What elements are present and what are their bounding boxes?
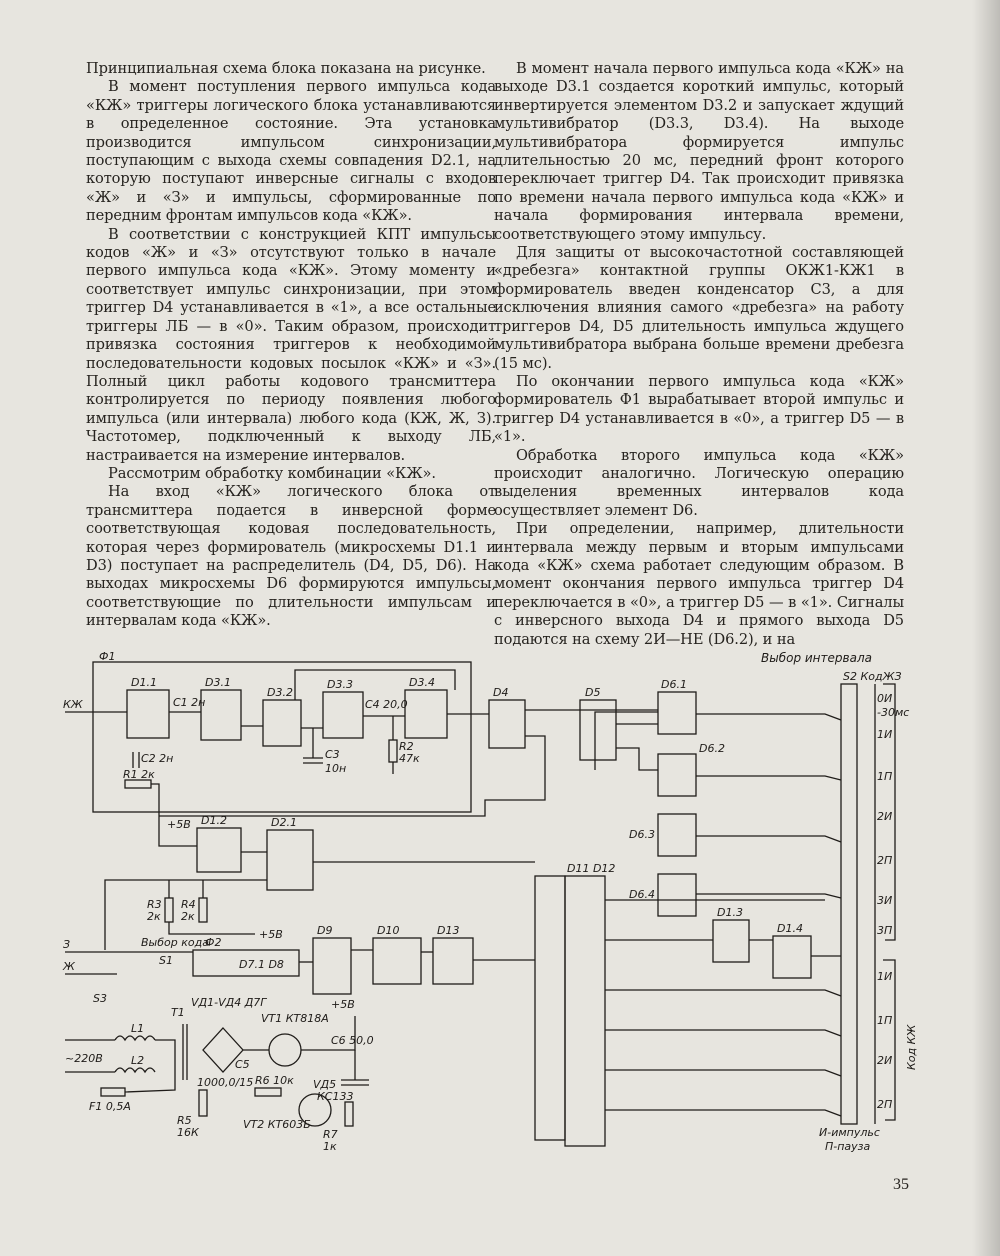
label-s2-header: S2 КодЖЗ	[843, 670, 902, 683]
chip-d1-3	[713, 920, 749, 962]
chip-d9	[313, 938, 351, 994]
paragraph: При определении, например, длительности интервала между первым и вторым импульсами кода «КЖ» схема работает следующим образом. В момент окончания первого импульса триггер D4 переключается в «0», а триггер D5 — в «1». Сигналы с инверсного выхода D4 и прямого выхода D5 подаются на схему 2И—НЕ (D6.2), и на	[494, 520, 904, 648]
text-column-right	[494, 60, 904, 649]
label-d11-d12: D11 D12	[567, 862, 616, 875]
label-s2-pos: 3П	[877, 924, 893, 937]
label-d5: D5	[585, 686, 601, 699]
chip-d2-1	[267, 830, 313, 890]
label-d1-1: D1.1	[131, 676, 157, 689]
label-s2-pos: 2И	[877, 810, 893, 823]
chip-d6-4	[658, 874, 696, 916]
label-ac-220: ~220В	[65, 1052, 103, 1065]
label-t1: T1	[171, 1006, 185, 1019]
chip-d3-2	[263, 700, 301, 746]
paragraph: По окончании первого импульса кода «КЖ» формирователь Ф1 вырабатывает второй импульс и триггер D4 устанавливается в «0», а триггер D5 — в «1».	[494, 372, 904, 446]
label-c5: C5	[235, 1058, 250, 1071]
legend-impulse: И-импульс	[819, 1126, 880, 1139]
label-phi1: Ф1	[99, 650, 116, 663]
chip-d6-1	[658, 692, 696, 734]
label-s2-30ms: -30мс	[877, 706, 910, 719]
page-edge-shadow	[972, 0, 1000, 1256]
paragraph: Для защиты от высокочастотной составляющей «дребезга» контактной группы ОКЖ1-КЖ1 в формирователь введен конденсатор С3, а для исключения влияния самого «дребезга» на работу триггеров D4, D5 длительность импульса ждущего мультивибратора выбрана больше времени дребезга (15 мс).	[494, 244, 904, 372]
chip-d3-3	[323, 692, 363, 738]
label-d6-1: D6.1	[661, 678, 687, 691]
label-l2: L2	[131, 1054, 145, 1067]
chip-d1-1	[127, 690, 169, 738]
label-vd1-vd4: VД1-VД4 Д7Г	[191, 996, 267, 1009]
label-c5-value: 1000,0/15	[197, 1076, 254, 1089]
label-vt1: VT1 КТ818А	[261, 1012, 329, 1025]
label-r3-value: 2к	[147, 910, 161, 923]
label-d6-4: D6.4	[629, 888, 655, 901]
chip-d4	[489, 700, 525, 748]
label-r6: R6 10к	[255, 1074, 294, 1087]
label-d3-4: D3.4	[409, 676, 435, 689]
label-d10: D10	[377, 924, 400, 937]
label-c3-value: 10н	[325, 762, 347, 775]
label-r4-value: 2к	[181, 910, 195, 923]
schematic-svg	[55, 640, 965, 1170]
label-r2: R2	[399, 740, 414, 753]
label-r3: R3	[147, 898, 162, 911]
paragraph: В момент начала первого импульса кода «КЖ» на выходе D3.1 создается короткий импульс, который инвертируется элементом D3.2 и запускает ждущий мультивибратор (D3.3, D3.4). На выходе мультивибратора формируется импульс длительностью 20 мс, передний фронт которого переключает триггер D4. Так происходит привязка по времени начала первого импульса кода «КЖ» и начала формирования интервала времени, соответствующего этому импульсу.	[494, 60, 904, 243]
label-d1-3: D1.3	[717, 906, 743, 919]
label-s2-pos: 1И	[877, 728, 893, 741]
label-l1: L1	[131, 1022, 145, 1035]
chip-d3-1	[201, 690, 241, 740]
label-r4: R4	[181, 898, 196, 911]
label-c4: C4 20,0	[365, 698, 408, 711]
label-input-z: З	[63, 938, 71, 951]
chip-d3-4	[405, 690, 447, 738]
label-s2-kzh-pos: 2П	[877, 1098, 893, 1111]
label-plus5v-b: +5В	[259, 928, 283, 941]
label-vd5: VД5	[313, 1078, 337, 1091]
label-d6-3: D6.3	[629, 828, 655, 841]
label-s2-0i: 0И	[877, 692, 893, 705]
switch-s2	[841, 684, 857, 1124]
page-number: 35	[893, 1176, 909, 1193]
label-vt2: VT2 КТ603Б	[243, 1118, 311, 1131]
label-c2: C2 2н	[141, 752, 174, 765]
label-kod-kzh: Код КЖ	[905, 1024, 918, 1070]
label-c1: C1 2н	[173, 696, 206, 709]
label-s2-title: Выбор интервала	[761, 651, 872, 665]
label-c3: C3	[325, 748, 340, 761]
label-s3: S3	[93, 992, 107, 1005]
label-d9: D9	[317, 924, 333, 937]
label-s2-pos: 3И	[877, 894, 893, 907]
paragraph: В соответствии с конструкцией КПТ импульсы кодов «Ж» и «З» отсутствуют только в начале первого импульса кода «КЖ». Этому моменту и соответствует импульс синхронизации, при этом триггер D4 устанавливается в «1», а все остальные триггеры ЛБ — в «0». Таким образом, происходит привязка состояния триггеров к необходимой последовательности кодовых посылок «КЖ» и «З». Полный цикл работы кодового трансмиттера контролируется по периоду появления любого импульса (или интервала) любого кода (КЖ, Ж, З). Частотомер, подключенный к выходу ЛБ, настраивается на измерение интервалов.	[86, 225, 496, 464]
chip-d6-2	[658, 754, 696, 796]
label-r2-value: 47к	[399, 752, 420, 765]
label-d1-4: D1.4	[777, 922, 803, 935]
circuit-schematic	[55, 640, 965, 1170]
label-c6: C6 50,0	[331, 1034, 374, 1047]
chip-d6-3	[658, 814, 696, 856]
label-d2-1: D2.1	[271, 816, 297, 829]
label-s2-pos: 2П	[877, 854, 893, 867]
label-phi2: Ф2	[205, 936, 222, 949]
paragraph: Обработка второго импульса кода «КЖ» происходит аналогично. Логическую операцию выделения временных интервалов кода осуществляет элемент D6.	[494, 446, 904, 519]
chip-d1-2	[197, 828, 241, 872]
label-d3-1: D3.1	[205, 676, 231, 689]
label-d3-3: D3.3	[327, 678, 353, 691]
paragraph: Принципиальная схема блока показана на рисунке.	[86, 60, 486, 77]
label-s2-kzh-pos: 1П	[877, 1014, 893, 1027]
label-r5-value: 16К	[177, 1126, 199, 1139]
label-d4: D4	[493, 686, 509, 699]
label-r1: R1 2к	[123, 768, 155, 781]
label-s1: S1	[159, 954, 173, 967]
chip-d11-d12	[565, 876, 605, 1146]
label-input-kzh: КЖ	[63, 698, 83, 711]
chip-d1-4	[773, 936, 811, 978]
label-vybor-koda: Выбор кода	[141, 936, 209, 949]
label-d3-2: D3.2	[267, 686, 293, 699]
label-d6-2: D6.2	[699, 742, 725, 755]
paragraph: В момент поступления первого импульса кода «КЖ» триггеры логического блока устанавливаются в определенное состояние. Эта установка производится импульсом синхронизации, поступающим с выхода схемы совпадения D2.1, на которую поступают инверсные сигналы с входов «Ж» и «З» и импульсы, сформированные по передним фронтам импульсов кода «КЖ».	[86, 78, 496, 225]
label-f1: F1 0,5А	[89, 1100, 131, 1113]
label-r5: R5	[177, 1114, 192, 1127]
label-d1-2: D1.2	[201, 814, 227, 827]
paragraph: На вход «КЖ» логического блока от трансмиттера подается в инверсной форме соответствующая кодовая последовательность, которая через формирователь (микросхемы D1.1 и D3) поступает на распределитель (D4, D5, D6). На выходах микросхемы D6 формируются импульсы, соответствующие по длительности импульсам и интервалам кода «КЖ».	[86, 483, 496, 630]
label-s2-kzh-pos: 2И	[877, 1054, 893, 1067]
label-r7: R7	[323, 1128, 338, 1141]
legend-pause: П-пауза	[825, 1140, 871, 1153]
label-vd5-value: КС133	[317, 1090, 354, 1103]
label-plus5v-a: +5В	[167, 818, 191, 831]
label-d7-d8: D7.1 D8	[239, 958, 284, 971]
chip-d10	[373, 938, 421, 984]
chip-d5	[580, 700, 616, 760]
label-plus5v-c: +5В	[331, 998, 355, 1011]
label-input-zh: Ж	[63, 960, 75, 973]
label-d13: D13	[437, 924, 460, 937]
label-s2-pos: 1П	[877, 770, 893, 783]
label-s2-kzh-pos: 1И	[877, 970, 893, 983]
label-r7-value: 1к	[323, 1140, 337, 1153]
chip-d13	[433, 938, 473, 984]
connector-block	[535, 876, 565, 1140]
paragraph: Рассмотрим обработку комбинации «КЖ».	[108, 464, 436, 482]
text-column-left	[86, 60, 496, 631]
